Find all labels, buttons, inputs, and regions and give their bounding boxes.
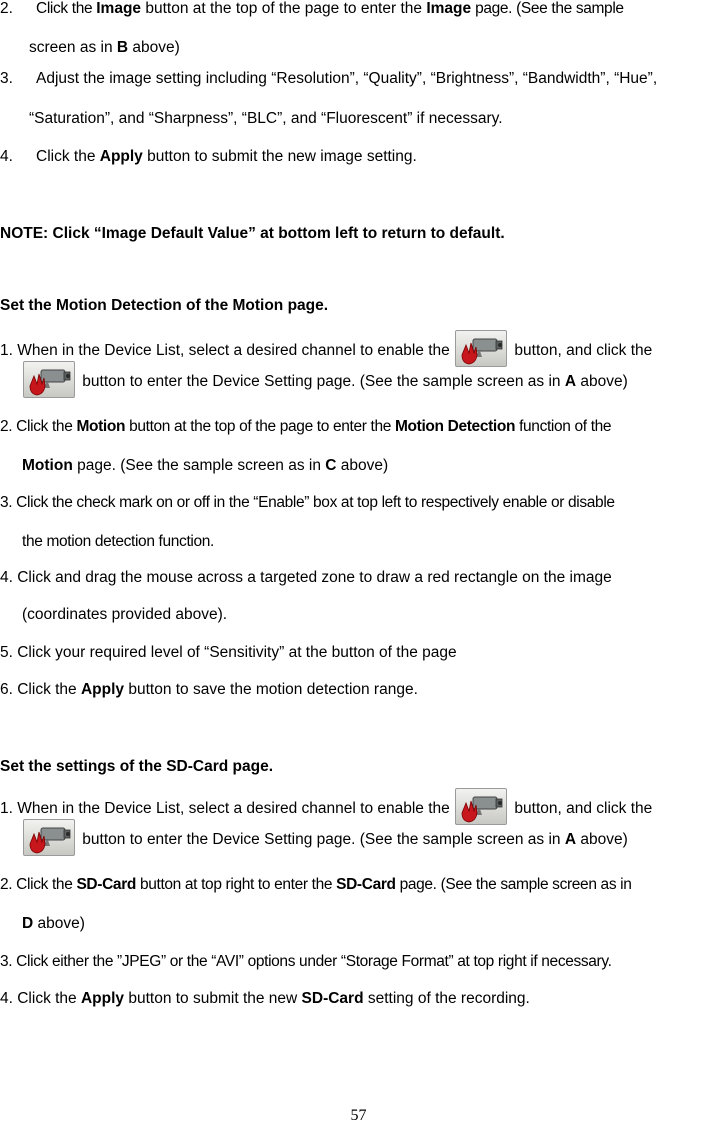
motion-step-5: 5. Click your required level of “Sensitivity” at the button of the page xyxy=(0,644,457,661)
sd-card-section-heading: Set the settings of the SD-Card page. xyxy=(0,758,274,775)
motion-section-heading: Set the Motion Detection of the Motion page. xyxy=(0,297,329,314)
motion-step-4-line1: 4. Click and drag the mouse across a targeted zone to draw a red rectangle on the image xyxy=(0,569,612,586)
sd-step-1-line1: 1. When in the Device List, select a desired channel to enable the button, and click the xyxy=(0,788,652,825)
camera-hand-icon xyxy=(23,819,75,856)
motion-step-1-line2: button to enter the Device Setting page. (See the sample screen as in A above) xyxy=(22,361,628,398)
motion-step-4-line2: (coordinates provided above). xyxy=(22,606,228,623)
image-step-2-line1: 2. Click the Image button at the top of the page to enter the Image page. (See the sample xyxy=(0,0,624,17)
image-step-2-line2: screen as in B above) xyxy=(29,39,180,56)
motion-step-6: 6. Click the Apply button to save the motion detection range. xyxy=(0,681,418,698)
image-step-3-line2: “Saturation”, and “Sharpness”, “BLC”, and “Fluorescent” if necessary. xyxy=(29,110,503,127)
sd-step-3: 3. Click either the ”JPEG” or the “AVI” options under “Storage Format” at top right if necessary. xyxy=(0,953,612,970)
sd-step-2-line1: 2. Click the SD-Card button at top right to enter the SD-Card page. (See the sample screen as in xyxy=(0,876,632,893)
motion-step-2-line1: 2. Click the Motion button at the top of the page to enter the Motion Detection function of the xyxy=(0,418,612,435)
motion-step-3-line1: 3. Click the check mark on or off in the “Enable” box at top left to respectively enable or disable xyxy=(0,494,615,511)
motion-step-3-line2: the motion detection function. xyxy=(22,533,214,550)
image-step-3-line1: 3. Adjust the image setting including “Resolution”, “Quality”, “Brightness”, “Bandwidth”, “Hue”, xyxy=(0,70,658,87)
motion-step-2-line2: Motion page. (See the sample screen as in C above) xyxy=(22,457,389,474)
sd-step-1-line2: button to enter the Device Setting page. (See the sample screen as in A above) xyxy=(22,819,628,856)
camera-hand-icon xyxy=(23,361,75,398)
sd-step-2-line2: D above) xyxy=(22,915,85,932)
default-value-note: NOTE: Click “Image Default Value” at bottom left to return to default. xyxy=(0,225,505,242)
page-number: 57 xyxy=(350,1107,367,1124)
image-step-4: 4. Click the Apply button to submit the new image setting. xyxy=(0,148,417,165)
sd-step-4: 4. Click the Apply button to submit the new SD-Card setting of the recording. xyxy=(0,990,530,1007)
motion-step-1-line1: 1. When in the Device List, select a desired channel to enable the button, and click the xyxy=(0,330,652,367)
